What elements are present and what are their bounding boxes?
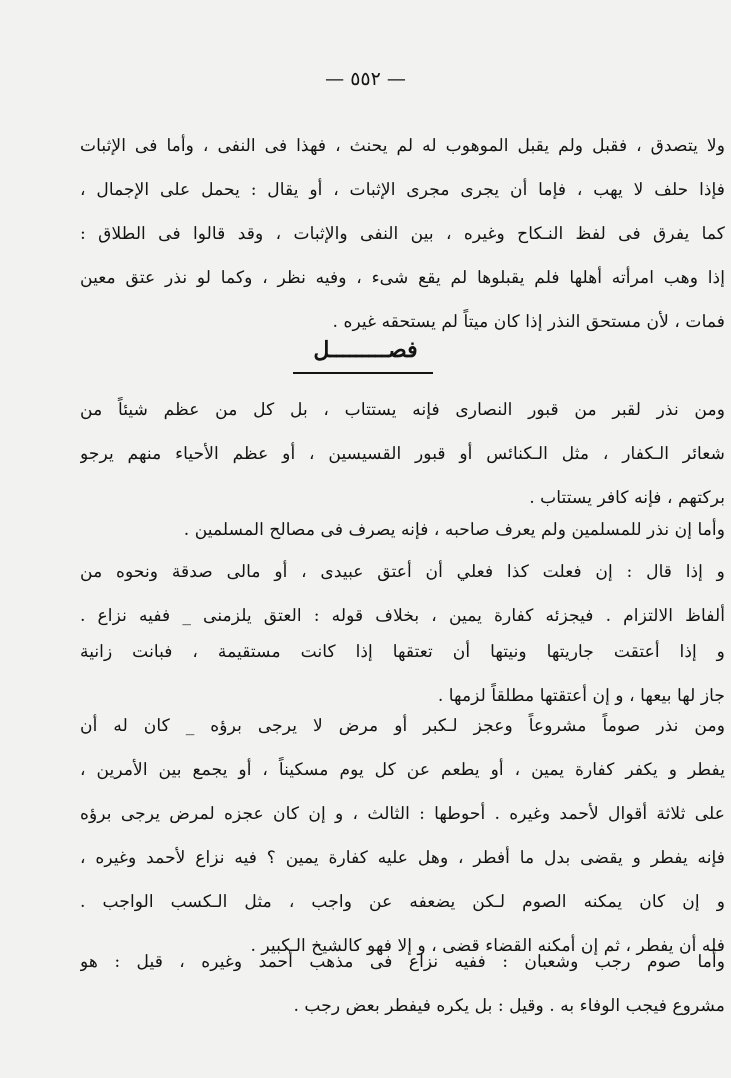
page-number: — ٥٥٢ — bbox=[325, 68, 406, 90]
text-line: ألفاظ الالتزام . فيجزئه كفارة يمين ، بخلاف قوله : العتق يلزمنى _ ففيه نزاع . bbox=[80, 606, 725, 626]
section-heading-underline bbox=[293, 372, 433, 374]
text-line: كما يفرق فى لفظ النـكاح وغيره ، بين النفى والإثبات ، وقد قالوا فى الطلاق : bbox=[80, 224, 725, 244]
text-line: يفطر و يكفر كفارة يمين ، أو يطعم عن كل يوم مسكيناً ، أو يجمع بين الأمرين ، bbox=[80, 760, 725, 780]
text-line: ولا يتصدق ، فقبل ولم يقبل الموهوب له لم يحنث ، فهذا فى النفى ، وأما فى الإثبات bbox=[80, 136, 725, 156]
section-heading: فصـــــــــل bbox=[313, 337, 418, 363]
text-line: شعائر الـكفار ، مثل الـكنائس أو قبور القسيسين ، أو عظم الأحياء منهم يرجو bbox=[80, 444, 725, 464]
text-line: جاز لها بيعها ، و إن أعتقتها مطلقاً لزمها . bbox=[437, 686, 725, 706]
text-line: و إذا أعتقت جاريتها ونيتها أن تعتقها إذا كانت مستقيمة ، فبانت زانية bbox=[80, 642, 725, 662]
text-line: فإذا حلف لا يهب ، فإما أن يجرى مجرى الإثبات ، أو يقال : يحمل على الإجمال ، bbox=[80, 180, 725, 200]
paragraph-oath bbox=[80, 550, 725, 638]
text-line: و إذا قال : إن فعلت كذا فعلي أن أعتق عبيدى ، أو مالى صدقة ونحوه من bbox=[80, 562, 725, 582]
text-line: فمات ، لأن مستحق النذر إذا كان ميتاً لم يستحقه غيره . bbox=[332, 312, 725, 332]
text-line: مشروع فيجب الوفاء به . وقيل : بل يكره فيفطر بعض رجب . bbox=[293, 996, 725, 1016]
paragraph-fasting-vow bbox=[80, 704, 725, 968]
text-line: و إن كان يمكنه الصوم لـكن يضعفه عن واجب ، مثل الـكسب الواجب . bbox=[80, 892, 725, 912]
text-line: وأما صوم رجب وشعبان : ففيه نزاع فى مذهب أحمد وغيره ، قيل : هو bbox=[80, 952, 725, 972]
text-line: ومن نذر لقبر من قبور النصارى فإنه يستتاب ، بل كل من عظم شيئاً من bbox=[80, 400, 725, 420]
paragraph-continuation bbox=[80, 124, 725, 344]
text-line: فله أن يفطر ، ثم إن أمكنه القضاء قضى ، و إلا فهو كالشيخ الـكبير . bbox=[250, 936, 725, 956]
text-line: فإنه يفطر و يقضى بدل ما أفطر ، وهل عليه كفارة يمين ؟ فيه نزاع لأحمد وغيره ، bbox=[80, 848, 725, 868]
paragraph-rajab-shaban bbox=[80, 940, 725, 1028]
text-line: وأما إن نذر للمسلمين ولم يعرف صاحبه ، فإنه يصرف فى مصالح المسلمين . bbox=[183, 520, 725, 540]
text-line: بركتهم ، فإنه كافر يستتاب . bbox=[529, 488, 725, 508]
text-line: إذا وهب امرأته أهلها فلم يقبلوها لم يقع شىء ، وفيه نظر ، وكما لو نذر عتق معين bbox=[80, 268, 725, 288]
paragraph-graves bbox=[80, 388, 725, 520]
text-line: على ثلاثة أقوال لأحمد وغيره . أحوطها : الثالث ، و إن كان عجزه لمرض يرجى برؤه bbox=[80, 804, 725, 824]
paragraph-muslims bbox=[80, 508, 725, 552]
text-line: ومن نذر صوماً مشروعاً وعجز لـكبر أو مرض لا يرجى برؤه _ كان له أن bbox=[80, 716, 725, 736]
